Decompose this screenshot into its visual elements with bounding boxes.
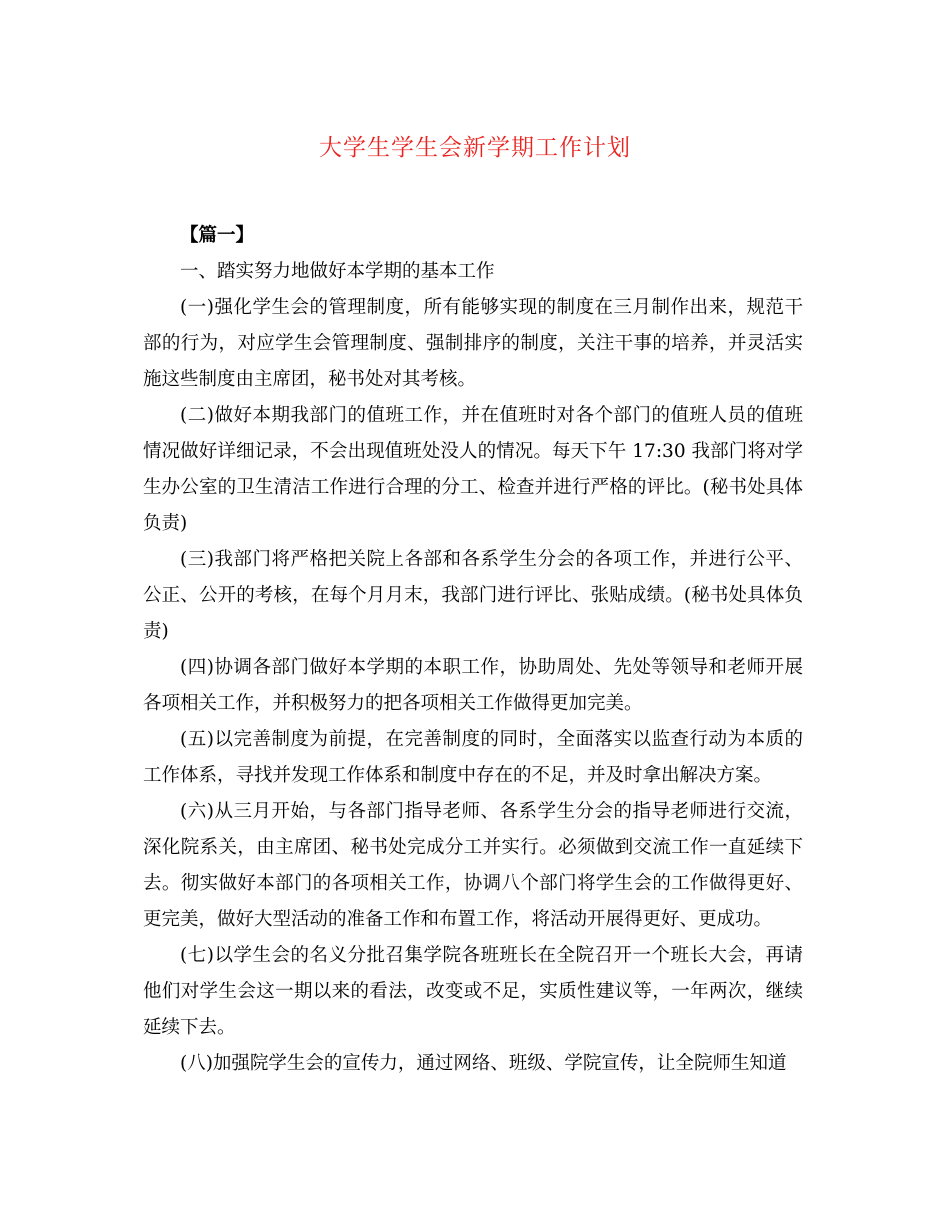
paragraph-5: (五)以完善制度为前提，在完善制度的同时，全面落实以监查行动为本质的工作体系，寻找并发现工作体系和制度中存在的不足，并及时拿出解决方案。 xyxy=(143,729,803,786)
paragraph-6: (六)从三月开始，与各部门指导老师、各系学生分会的指导老师进行交流，深化院系关，由主席团、秘书处完成分工并实行。必须做到交流工作一直延续下去。彻实做好本部门的各项相关工作，协调八个部门将学生会的工作做得更好、更完美，做好大型活动的准备工作和布置工作，将活动开展得更好、更成功。 xyxy=(143,801,803,930)
paragraph-1: (一)强化学生会的管理制度，所有能够实现的制度在三月制作出来，规范干部的行为，对应学生会管理制度、强制排序的制度，关注干事的培养，并灵活实施这些制度由主席团，秘书处对其考核。 xyxy=(143,297,803,390)
section-label: 【篇一】 xyxy=(180,225,255,246)
paragraph-4: (四)协调各部门做好本学期的本职工作，协助周处、先处等领导和老师开展各项相关工作，并积极努力的把各项相关工作做得更加完美。 xyxy=(143,657,803,714)
paragraph-3: (三)我部门将严格把关院上各部和各系学生分会的各项工作，并进行公平、公正、公开的考核，在每个月月末，我部门进行评比、张贴成绩。(秘书处具体负责) xyxy=(143,549,803,642)
document-title: 大学生学生会新学期工作计划 xyxy=(319,135,631,161)
paragraph-8: (八)加强院学生会的宣传力，通过网络、班级、学院宣传，让全院师生知道 xyxy=(180,1053,787,1074)
paragraph-7: (七)以学生会的名义分批召集学院各班班长在全院召开一个班长大会，再请他们对学生会这一期以来的看法，改变或不足，实质性建议等，一年两次，继续延续下去。 xyxy=(143,945,803,1038)
document-body xyxy=(143,218,803,1082)
paragraph-2: (二)做好本期我部门的值班工作，并在值班时对各个部门的值班人员的值班情况做好详细记录，不会出现值班处没人的情况。每天下午 17:30 我部门将对学生办公室的卫生清洁工作进行合理的分工、检查并进行严格的评比。(秘书处具体负责) xyxy=(143,405,803,534)
heading-1: 一、踏实努力地做好本学期的基本工作 xyxy=(180,261,495,282)
